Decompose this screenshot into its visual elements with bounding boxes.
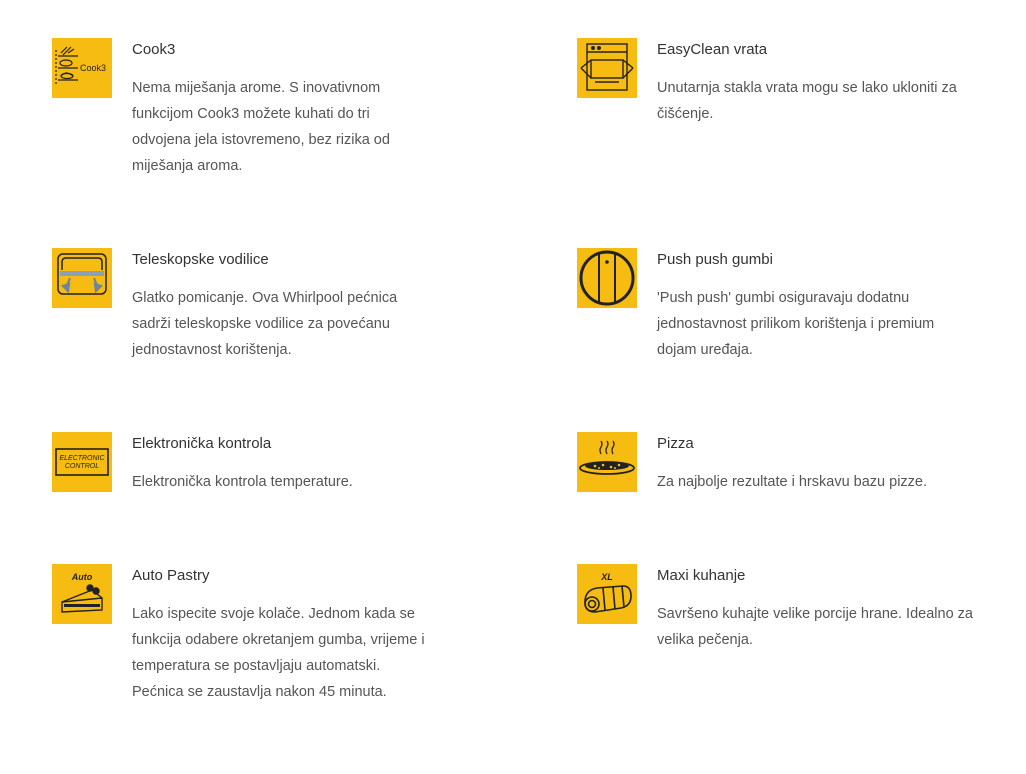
feature-description: Glatko pomicanje. Ova Whirlpool pećnica sadrži teleskopske vodilice za povećanu jednostavnost korištenja. [132, 290, 398, 358]
feature-title: Pizza [657, 435, 694, 452]
feature-description: Za najbolje rezultate i hrskavu bazu pizze. [657, 474, 928, 490]
roast-icon [577, 564, 637, 624]
electronic-control-icon-line1: ELECTRONIC [59, 455, 105, 462]
feature-title: Push push gumbi [657, 251, 773, 268]
feature-description: Lako ispecite svoje kolače. Jednom kada se funkcija odabere okretanjem gumba, vrijeme i temperatura se postavljaju automatski. Pećnica se zaustavlja nakon 45 minuta. [132, 606, 425, 700]
telescopic-rails-icon [52, 248, 112, 308]
feature-title: Maxi kuhanje [657, 567, 746, 584]
feature-description: Nema miješanja arome. S inovativnom funkcijom Cook3 možete kuhati do tri odvojena jela istovremeno, bez rizika od miješanja aroma. [132, 80, 390, 174]
pizza-icon [577, 432, 637, 492]
feature-description: 'Push push' gumbi osiguravaju dodatnu jednostavnost prilikom korištenja i premium dojam uređaja. [657, 290, 935, 358]
oven-door-icon [577, 38, 637, 98]
feature-description: Elektronička kontrola temperature. [132, 474, 353, 490]
feature-title: Cook3 [132, 41, 176, 58]
cook3-icon-label: Cook3 [80, 63, 107, 73]
roast-icon-label: XL [601, 572, 613, 582]
feature-title: Elektronička kontrola [132, 435, 272, 452]
push-knob-icon [577, 248, 637, 308]
feature-title: Teleskopske vodilice [132, 251, 269, 268]
electronic-control-icon [52, 432, 112, 492]
feature-description: Savršeno kuhajte velike porcije hrane. Idealno za velika pečenja. [657, 606, 973, 648]
feature-title: EasyClean vrata [657, 41, 768, 58]
feature-description: Unutarnja stakla vrata mogu se lako ukloniti za čišćenje. [657, 80, 957, 122]
electronic-control-icon-line2: CONTROL [64, 463, 100, 470]
cake-icon [52, 564, 112, 624]
cook3-icon [52, 38, 112, 98]
cake-icon-label: Auto [71, 572, 93, 582]
feature-title: Auto Pastry [132, 567, 210, 584]
